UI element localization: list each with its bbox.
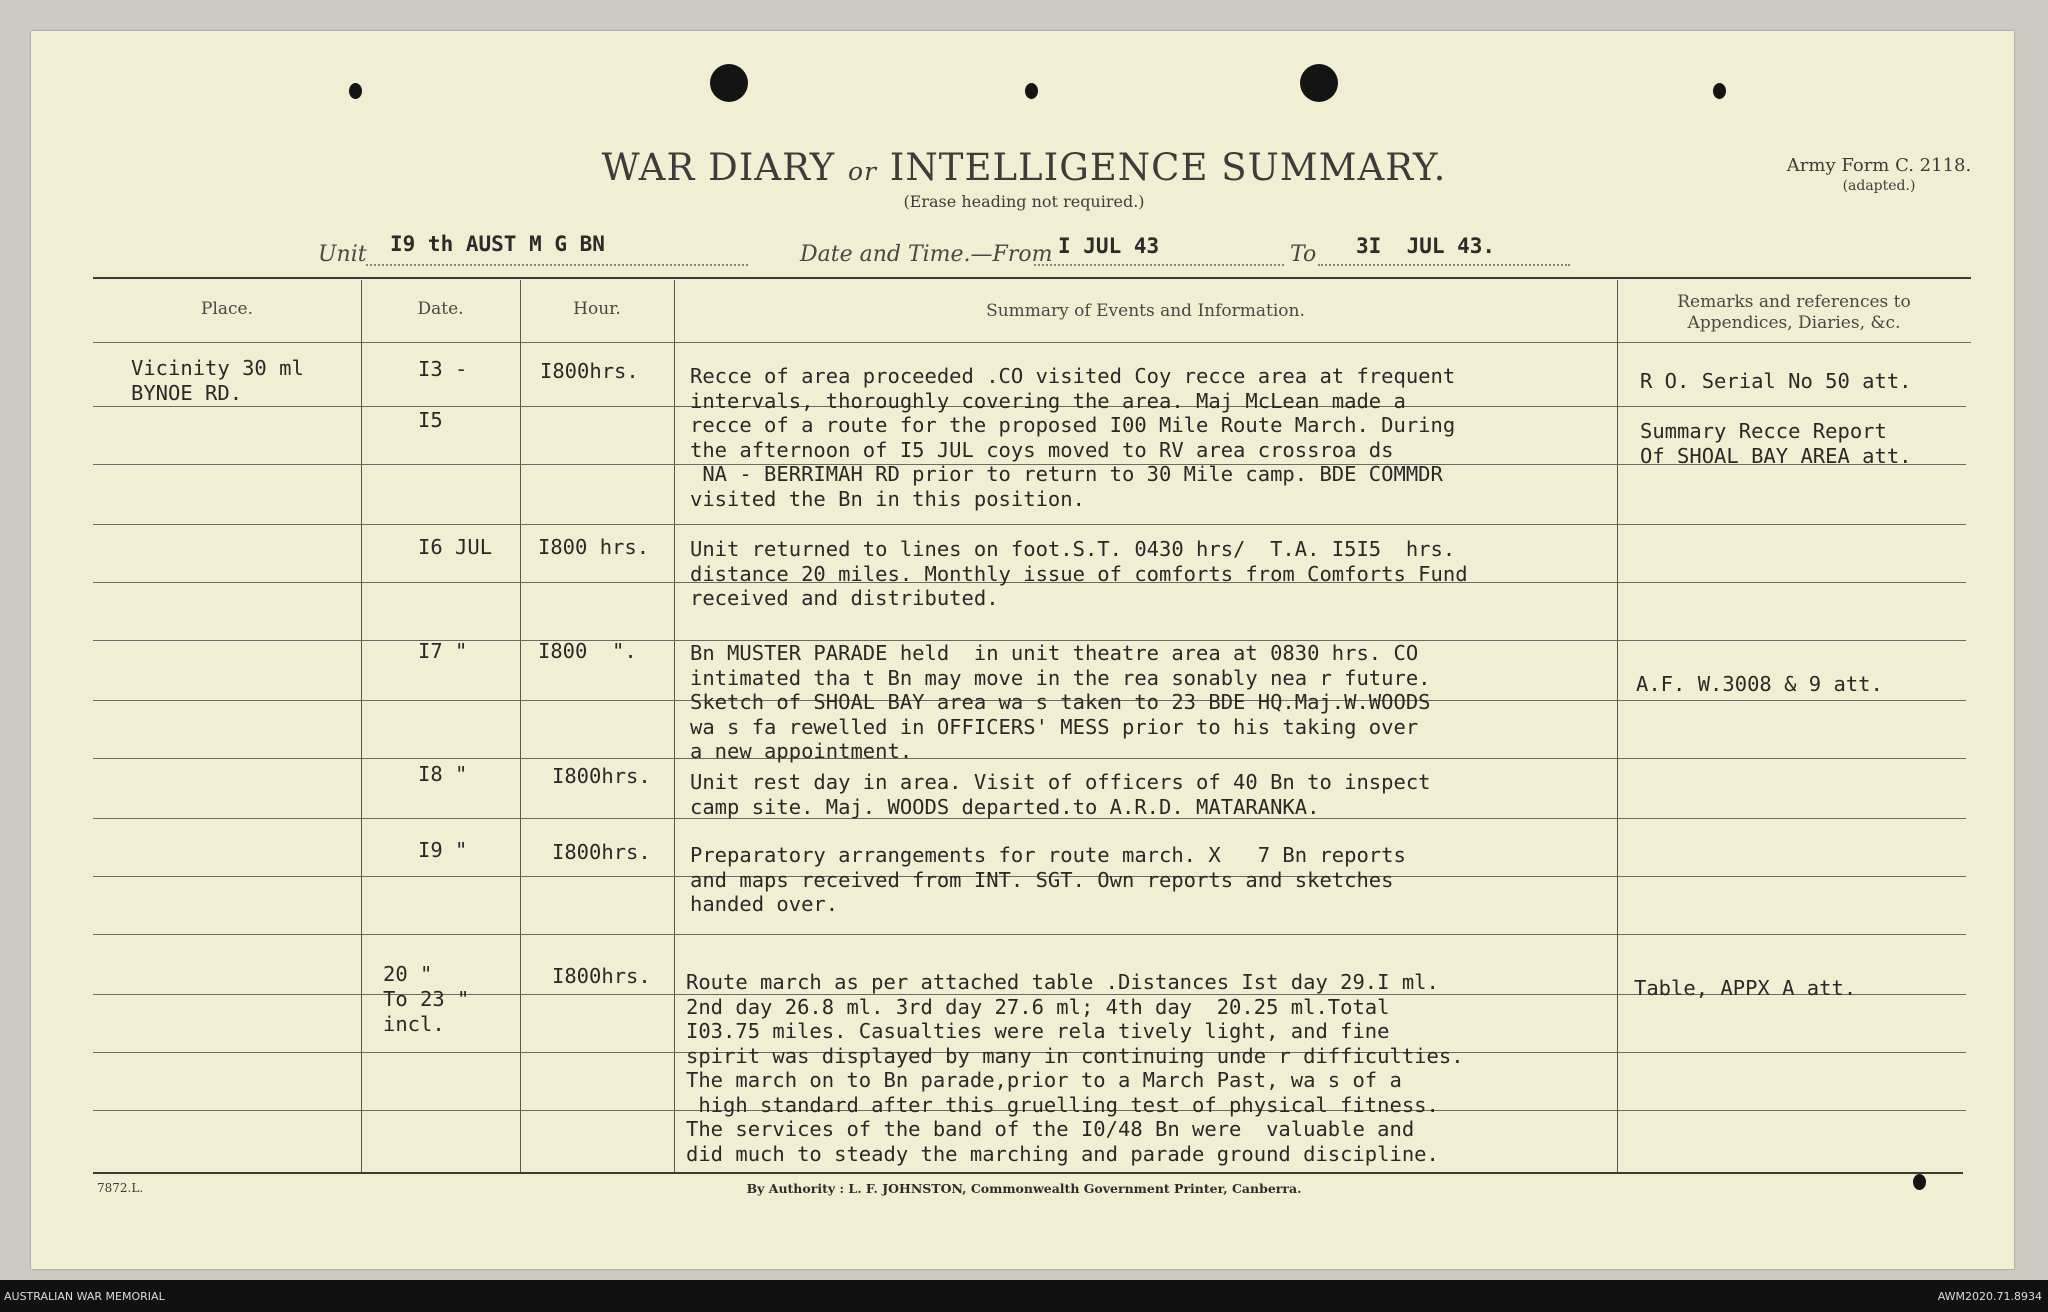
- punch-hole: [1300, 64, 1338, 102]
- header-divider: [93, 342, 1971, 343]
- entry-hour: I800hrs.: [540, 359, 639, 383]
- entry-hour: I800hrs.: [552, 840, 651, 864]
- ruled-line: [93, 524, 1966, 525]
- archive-caption: AUSTRALIAN WAR MEMORIAL: [4, 1290, 165, 1303]
- col-divider: [361, 280, 362, 1172]
- col-divider: [674, 280, 675, 1172]
- entry-date: I8 ": [418, 762, 468, 786]
- column-header-summary: Summary of Events and Information.: [986, 301, 1305, 321]
- date-from-label: Date and Time.—From: [800, 242, 1053, 267]
- unit-value: I9 th AUST M G BN: [390, 232, 605, 256]
- punch-hole: [710, 64, 748, 102]
- form-number: 7872.L.: [97, 1181, 144, 1195]
- entry-summary: Unit rest day in area. Visit of officers of 40 Bn to inspect camp site. Maj. WOODS departed.to A.R.D. MATARANKA.: [690, 770, 1431, 819]
- date-to-value: 3I JUL 43.: [1356, 234, 1496, 258]
- col-divider: [1617, 280, 1618, 1172]
- entry-date: I6 JUL: [418, 535, 493, 559]
- table-bottom-border: [93, 1172, 1963, 1174]
- entry-date: I5: [418, 408, 443, 432]
- column-header-remarks: Remarks and references to Appendices, Diaries, &c.: [1677, 292, 1911, 333]
- entry-summary: Route march as per attached table .Distances Ist day 29.I ml. 2nd day 26.8 ml. 3rd day 27.6 ml; 4th day 20.25 ml.Total I03.75 miles. Casualties were rela tively light, and fine spirit was displayed by many in continuing unde r difficulties. The march on to Bn parade,prior to a March Past, wa s of a high standard after this gruelling test of physical fitness. The services of the band of the I0/48 Bn were valuable and did much to steady the marching and parade ground discipline.: [686, 970, 1464, 1166]
- scan-border: [0, 1280, 2048, 1312]
- entry-summary: Recce of area proceeded .CO visited Coy recce area at frequent intervals, thoroughly covering the area. Maj McLean made a recce of a route for the proposed I00 Mile Route March. During the afternoon of I5 JUL coys moved to RV area crossroa ds NA - BERRIMAH RD prior to return to 30 Mile camp. BDE COMMDR visited the Bn in this position.: [690, 364, 1456, 511]
- printer-authority: By Authority : L. F. JOHNSTON, Commonwealth Government Printer, Canberra.: [746, 1181, 1302, 1196]
- entry-date: I9 ": [418, 838, 468, 862]
- entry-hour: I800hrs.: [552, 764, 651, 788]
- entry-date: 20 " To 23 " incl.: [383, 962, 470, 1036]
- entry-place: Vicinity 30 ml BYNOE RD.: [131, 356, 304, 405]
- punch-hole: [1025, 83, 1038, 99]
- table-top-border: [93, 277, 1971, 279]
- entry-date: I7 ": [418, 639, 468, 663]
- date-from-dotline: [1034, 264, 1284, 266]
- unit-dotline: [366, 264, 748, 266]
- entry-remarks: A.F. W.3008 & 9 att.: [1636, 672, 1883, 696]
- entry-hour: I800hrs.: [552, 964, 651, 988]
- ruled-line: [93, 934, 1966, 935]
- column-header-place: Place.: [201, 299, 253, 319]
- date-to-label: To: [1290, 242, 1317, 267]
- army-form-number: Army Form C. 2118. (adapted.): [1786, 155, 1972, 194]
- entry-remarks: Table, APPX A att.: [1634, 976, 1857, 1000]
- date-to-dotline: [1318, 264, 1570, 266]
- col-divider: [520, 280, 521, 1172]
- page-title: WAR DIARY or INTELLIGENCE SUMMARY.: [601, 146, 1447, 189]
- erase-note: (Erase heading not required.): [903, 192, 1145, 211]
- entry-summary: Preparatory arrangements for route march. X 7 Bn reports and maps received from INT. SGT. Own reports and sketches handed over.: [690, 843, 1406, 916]
- entry-date: I3 -: [418, 357, 468, 381]
- date-from-value: I JUL 43: [1058, 234, 1160, 258]
- column-header-date: Date.: [417, 299, 464, 319]
- unit-label: Unit: [318, 242, 367, 267]
- column-header-hour: Hour.: [573, 299, 621, 319]
- entry-summary: Bn MUSTER PARADE held in unit theatre area at 0830 hrs. CO intimated tha t Bn may move in the rea sonably nea r future. Sketch of SHOAL BAY area wa s taken to 23 BDE HQ.Maj.W.WOODS wa s fa rewelled in OFFICERS' MESS prior to his taking over a new appointment.: [690, 641, 1431, 763]
- entry-remarks: R O. Serial No 50 att.: [1640, 369, 1912, 393]
- entry-hour: I800 hrs.: [538, 535, 650, 559]
- entry-remarks: Summary Recce Report Of SHOAL BAY AREA att.: [1640, 419, 1912, 468]
- archive-reference: AWM2020.71.8934: [1937, 1290, 2042, 1303]
- entry-summary: Unit returned to lines on foot.S.T. 0430 hrs/ T.A. I5I5 hrs. distance 20 miles. Monthly issue of comforts from Comforts Fund received and distributed.: [690, 537, 1468, 610]
- entry-hour: I800 ".: [538, 639, 637, 663]
- punch-hole: [349, 83, 362, 99]
- punch-hole: [1713, 83, 1726, 99]
